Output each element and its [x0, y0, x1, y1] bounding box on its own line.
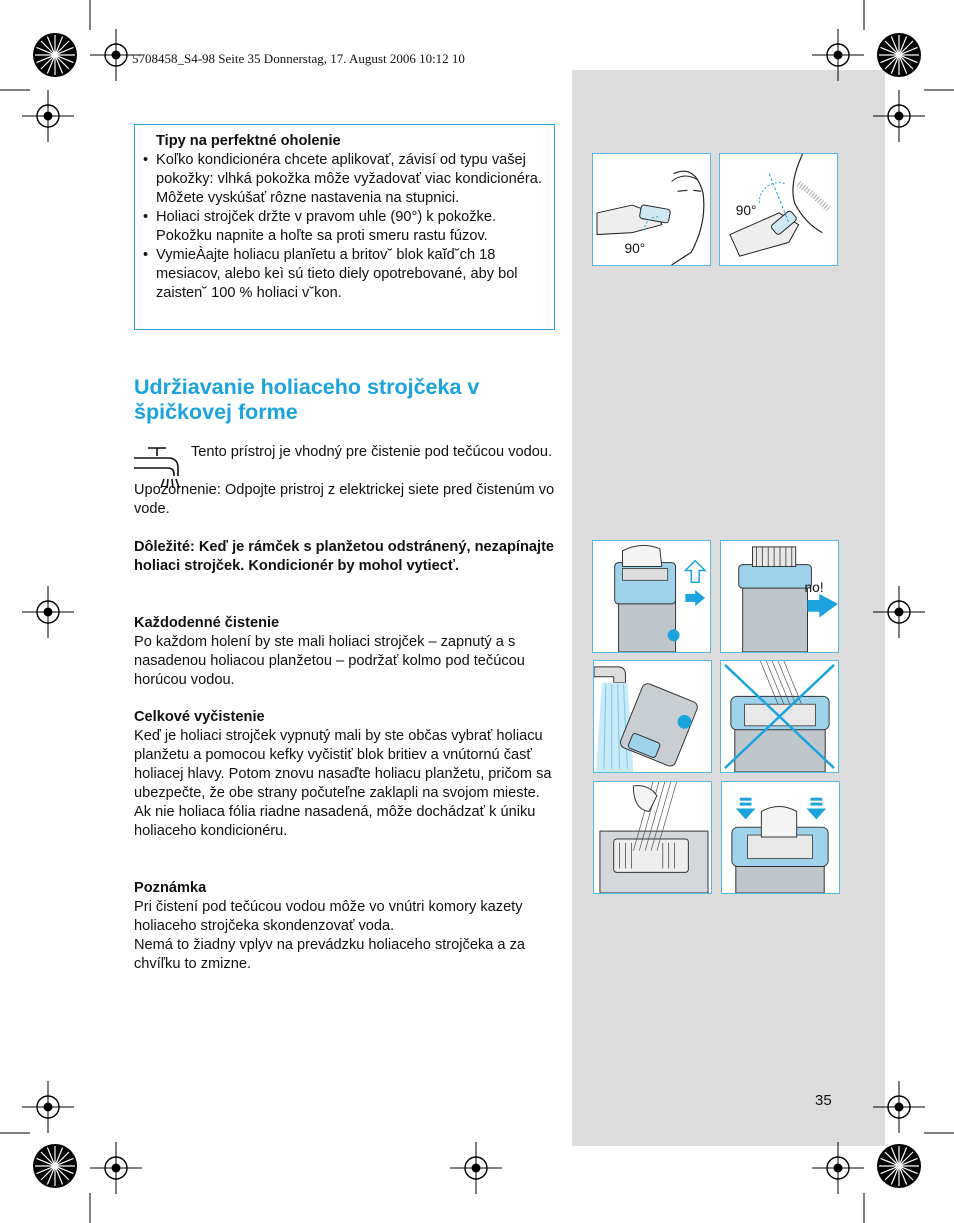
do-not-brush-foil-illustration — [720, 660, 839, 773]
note-text: Nemá to žiadny vplyv na prevádzku holiaceho strojčeka a za chvíľku to zmizne. — [134, 937, 525, 972]
tip-item: • Holiaci strojček držte v pravom uhle (90°) k pokožke. Pokožku napnite a hoľte sa proti smeru rastu fúzov. — [143, 208, 546, 246]
print-header-line: 5708458_S4-98 Seite 35 Donnerstag, 17. August 2006 10:12 10 — [132, 51, 465, 66]
remove-foil-illustration — [592, 540, 711, 653]
note-section — [134, 879, 559, 974]
page-number: 35 — [815, 1092, 832, 1109]
tips-list — [143, 151, 546, 303]
intro-paragraph: Tento prístroj je vhodný pre čistenie pod tečúcou vodou. — [191, 444, 553, 460]
tip-item: • VymieÀajte holiacu planĭetu a britov˘ blok kaĭd˘ch 18 mesiacov, alebo keì sú tieto diely opotrebované, aby bol zaisten˘ 100 % holiaci v˘kon. — [143, 246, 546, 303]
tips-box — [134, 124, 555, 330]
daily-cleaning-title: Každodenné čistenie — [134, 615, 280, 631]
note-title: Poznámka — [134, 880, 207, 896]
reattach-foil-illustration — [721, 781, 840, 894]
important-paragraph: Dôležité: Keď je rámček s planžetou odstránený, nezapínajte holiaci strojček. Kondicionér by mohol vytiecť. — [134, 539, 555, 574]
full-cleaning-section — [134, 708, 559, 841]
daily-cleaning-text: Po každom holení by ste mali holiaci strojček – zapnutý a s nasadenou holiacou planžetou – podržať kolmo pod tečúcou horúcou vodou. — [134, 634, 525, 688]
rinse-under-water-illustration — [593, 660, 712, 773]
full-cleaning-text: Keď je holiaci strojček vypnutý mali by ste občas vybrať holiacu planžetu a pomocou kefky vyčistiť blok britiev a vnútornú časť holiacej hlavy. Potom znovu nasaďte holiacu planžetu, pričom sa ubezpečte, že obe strany počuteľne zaklapli na svojom mieste. Ak nie holiaca fólia riadne nasadená, môže dochádzať k úniku holiaceho kondicionéru. — [134, 728, 552, 839]
angle-label: 90° — [624, 241, 646, 257]
note-text: Pri čistení pod tečúcou vodou môže vo vnútri komory kazety holiaceho strojčeka skondenzovať voda. — [134, 899, 523, 934]
shaving-neck-illustration — [719, 153, 838, 266]
warning-paragraph: Upozornenie: Odpojte pristroj z elektrickej siete pred čistenúm vo vode. — [134, 482, 555, 517]
angle-label: 90° — [735, 202, 757, 218]
foil-removed-warning-illustration — [720, 540, 839, 653]
section-heading: Udržiavanie holiaceho strojčeka v špičkovej forme — [134, 375, 480, 424]
daily-cleaning-section — [134, 614, 559, 690]
shaving-angle-illustration — [592, 153, 711, 266]
tips-title: Tipy na perfektné oholenie — [156, 133, 341, 149]
no-label: no! — [804, 580, 824, 596]
brush-cutter-block-illustration — [593, 781, 712, 894]
tip-item: • Koľko kondicionéra chcete aplikovať, závisí od typu vašej pokožky: vlhká pokožka môže vyžadovať viac kondicionéra. Môžete vyskúšať rôzne nastavenia na stupnici. — [143, 151, 546, 208]
full-cleaning-title: Celkové vyčistenie — [134, 709, 265, 725]
